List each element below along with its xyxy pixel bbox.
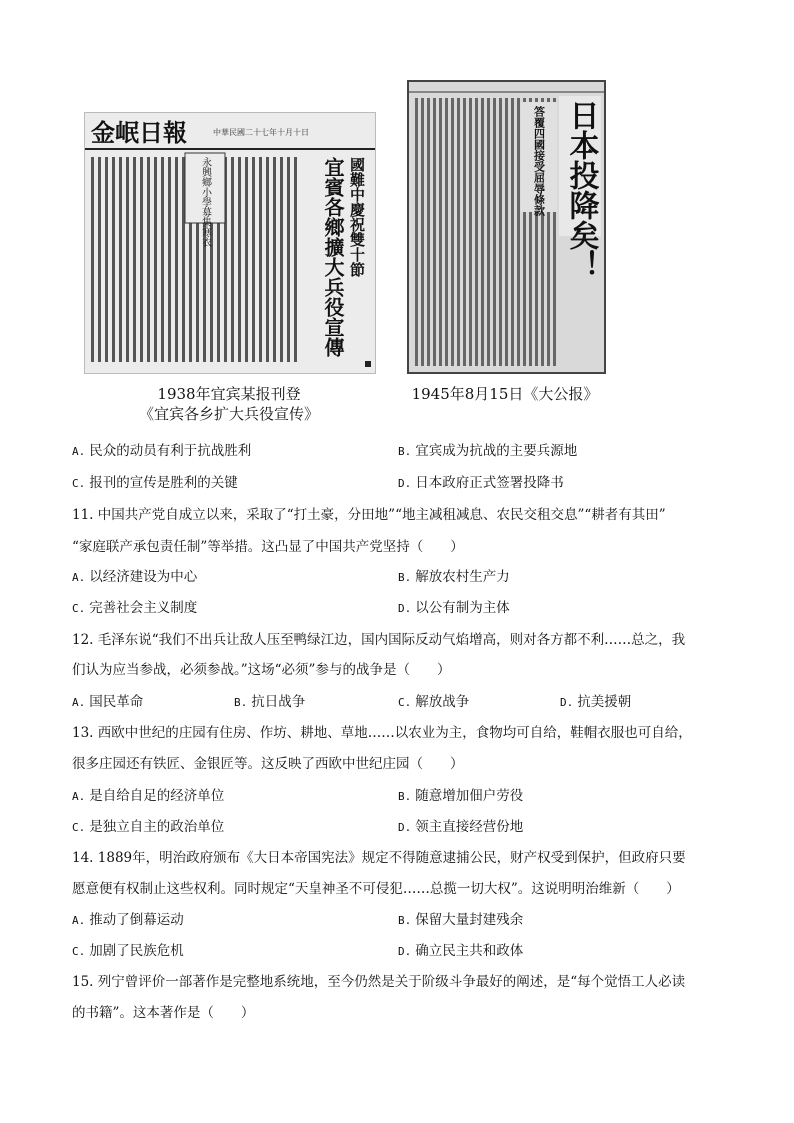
newspaper-1945-drawing — [409, 82, 604, 372]
q14-option-b[interactable]: B. 保留大量封建残余 — [398, 912, 524, 928]
date-line: 中華民國二十七年十月十日 — [213, 128, 309, 137]
q13-option-b[interactable]: B. 随意增加佃户劳役 — [398, 788, 524, 804]
q13-stem-line2: 很多庄园还有铁匠、金银匠等。这反映了西欧中世纪庄园（ ） — [72, 756, 464, 772]
newspaper-1938-drawing — [85, 113, 375, 373]
q14-stem-line2: 愿意便有权制止这些权利。同时规定“天皇神圣不可侵犯……总揽一切大权”。这说明明治维新（ ） — [72, 881, 680, 897]
q10-option-d[interactable]: D. 日本政府正式签署投降书 — [398, 475, 564, 491]
headline-japan-surrender: 日本投降矣！ — [563, 100, 599, 280]
q13-option-d[interactable]: D. 领主直接经营份地 — [398, 819, 524, 835]
q10-option-c[interactable]: C. 报刊的宣传是胜利的关键 — [72, 475, 238, 491]
q11-stem-line2: “家庭联产承包责任制”等举措。这凸显了中国共产党坚持（ ） — [72, 539, 464, 555]
q11-option-c[interactable]: C. 完善社会主义制度 — [72, 600, 198, 616]
sub-headline: 答覆四國接受屈辱條款 — [532, 106, 546, 216]
q12-option-d[interactable]: D. 抗美援朝 — [560, 694, 632, 710]
figure-1-caption — [84, 384, 374, 424]
headline-1: 國難中慶祝雙十節 — [348, 157, 366, 277]
q14-option-c[interactable]: C. 加剧了民族危机 — [72, 943, 184, 959]
caption-1-line2: 《宜宾各乡扩大兵役宣传》 — [138, 405, 319, 423]
headline-2: 宜賓各鄉擴大兵役宣傳 — [321, 157, 345, 357]
q11-option-d[interactable]: D. 以公有制为主体 — [398, 600, 510, 616]
q14-stem-line1: 14. 1889年，明治政府颁布《大日本帝国宪法》规定不得随意逮捕公民，财产权受到保护，但政府只要 — [72, 850, 686, 866]
q11-stem-line1: 11. 中国共产党自成立以来，采取了“打土豪，分田地”“地主减租减息、农民交租交息”“耕者有其田” — [72, 507, 666, 523]
masthead: 金岷日報 — [91, 118, 187, 147]
q10-option-b[interactable]: B. 宜宾成为抗战的主要兵源地 — [398, 443, 578, 459]
q11-option-b[interactable]: B. 解放农村生产力 — [398, 569, 510, 585]
q14-option-d[interactable]: D. 确立民主共和政体 — [398, 943, 524, 959]
figure-2-caption: 1945年8月15日《大公报》 — [411, 385, 599, 403]
q13-option-c[interactable]: C. 是独立自主的政治单位 — [72, 819, 225, 835]
q11-option-a[interactable]: A. 以经济建设为中心 — [72, 569, 198, 585]
q13-option-a[interactable]: A. 是自给自足的经济单位 — [72, 788, 225, 804]
q15-stem-line2: 的书籍”。这本著作是（ ） — [72, 1005, 255, 1021]
q13-stem-line1: 13. 西欧中世纪的庄园有住房、作坊、耕地、草地……以农业为主，食物均可自给，鞋帽衣服也可自给， — [72, 725, 692, 741]
caption-1-line1: 1938年宜宾某报刊登 — [157, 385, 301, 403]
q12-option-c[interactable]: C. 解放战争 — [398, 694, 470, 710]
q12-stem-line1: 12. 毛泽东说“我们不出兵让敌人压至鸭绿江边，国内国际反动气焰增高，则对各方都不利……总之，我 — [72, 632, 686, 648]
newspaper-image-1938 — [84, 112, 376, 374]
newspaper-image-1945 — [407, 80, 606, 374]
q12-stem-line2: 们认为应当参战，必须参战。”这场“必须”参与的战争是（ ） — [72, 662, 451, 678]
side-note: 永興鄉小學募集寒衣 — [199, 157, 211, 247]
q12-option-a[interactable]: A. 国民革命 — [72, 694, 144, 710]
q15-stem-line1: 15. 列宁曾评价一部著作是完整地系统地，至今仍然是关于阶级斗争最好的阐述，是“每个觉悟工人必读 — [72, 974, 686, 990]
q12-option-b[interactable]: B. 抗日战争 — [234, 694, 306, 710]
q10-option-a[interactable]: A. 民众的动员有利于抗战胜利 — [72, 443, 252, 459]
q14-option-a[interactable]: A. 推动了倒幕运动 — [72, 912, 184, 928]
